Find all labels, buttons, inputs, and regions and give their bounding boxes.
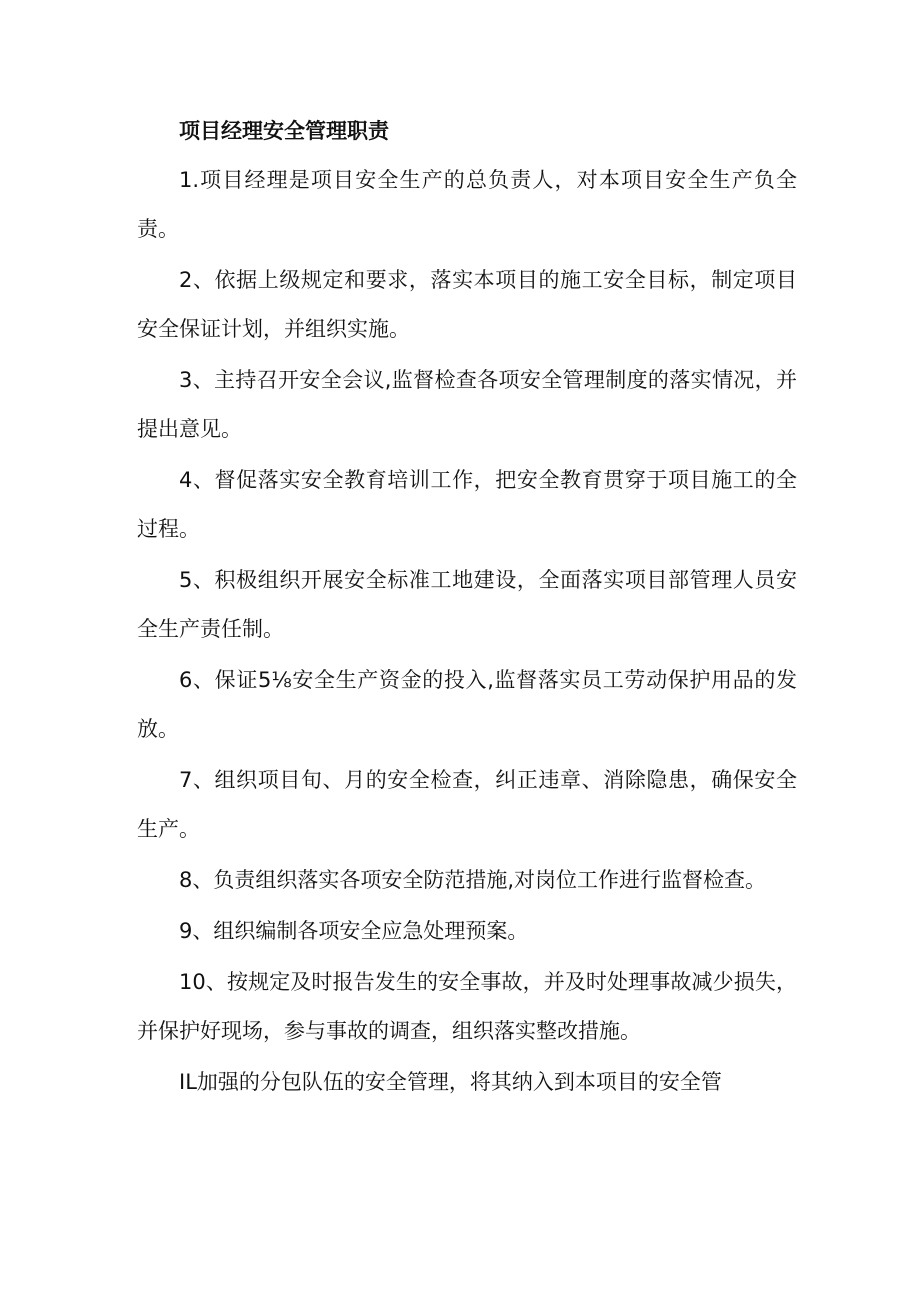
paragraph-5: 5、积极组织开展安全标准工地建设，全面落实项目部管理人员安全生产责任制。 xyxy=(137,568,797,641)
paragraph-2: 2、依据上级规定和要求，落实本项目的施工安全目标，制定项目安全保证计划，并组织实施。 xyxy=(137,268,797,341)
paragraph-8: 8、负责组织落实各项安全防范措施,对岗位工作进行监督检查。 xyxy=(179,868,767,892)
paragraph-1: 1.项目经理是项目安全生产的总负责人，对本项目安全生产负全责。 xyxy=(137,168,797,241)
paragraph-10: 10、按规定及时报告发生的安全事故，并及时处理事故减少损失，并保护好现场，参与事故的调查，组织落实整改措施。 xyxy=(137,970,797,1043)
paragraph-3: 3、主持召开安全会议,监督检查各项安全管理制度的落实情况，并提出意见。 xyxy=(137,368,797,441)
paragraph-7: 7、组织项目旬、月的安全检查，纠正违章、消除隐患，确保安全生产。 xyxy=(137,768,797,841)
paragraph-4: 4、督促落实安全教育培训工作，把安全教育贯穿于项目施工的全过程。 xyxy=(137,468,797,541)
paragraph-9: 9、组织编制各项安全应急处理预案。 xyxy=(179,919,529,943)
document-title: 项目经理安全管理职责 xyxy=(179,119,389,143)
document-content xyxy=(137,112,797,1109)
paragraph-6: 6、保证5⅛安全生产资金的投入,监督落实员工劳动保护用品的发放。 xyxy=(137,668,797,741)
paragraph-11: IL加强的分包队伍的安全管理，将其纳入到本项目的安全管 xyxy=(179,1070,722,1094)
